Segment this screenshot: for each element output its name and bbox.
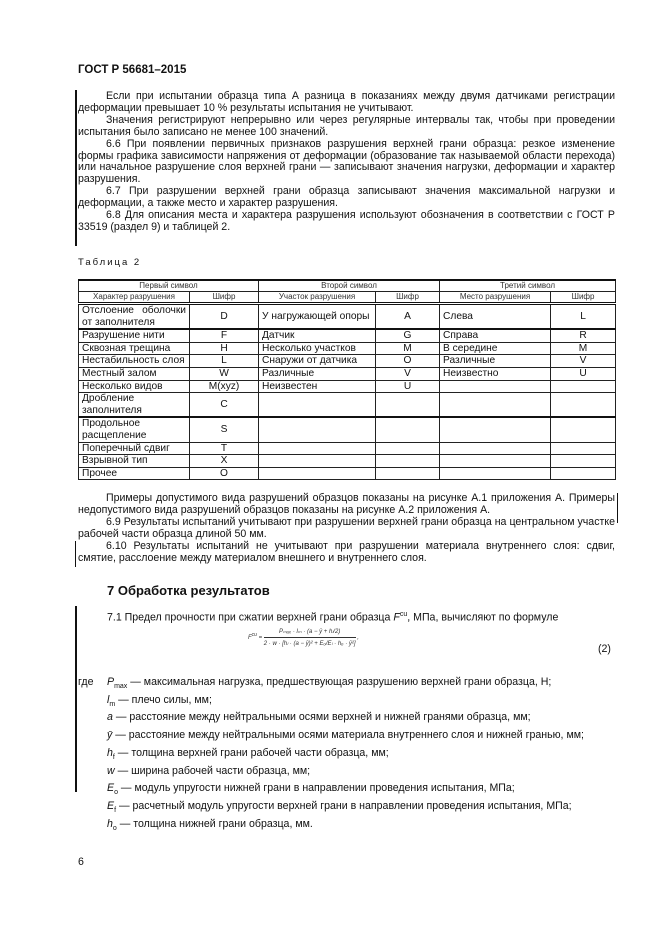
table-row: [79, 355, 616, 368]
symbol: l: [107, 693, 110, 706]
code-cell: V: [551, 355, 616, 368]
description: — расстояние между нейтральными осями материала внутреннего слоя и нижней гранью, мм;: [112, 729, 584, 742]
table-row: [79, 329, 616, 342]
code-cell: [551, 455, 616, 468]
subscript: f: [114, 807, 117, 815]
group-header: Первый символ: [79, 280, 259, 292]
description-cell: [440, 380, 551, 393]
change-bar: [75, 90, 77, 246]
description-cell: [440, 393, 551, 418]
description-cell: Слева: [440, 304, 551, 330]
code-cell: [551, 442, 616, 455]
symbol: w: [107, 764, 115, 777]
text: , МПа, вычисляют по формуле: [407, 611, 559, 624]
symbol: h: [107, 746, 113, 759]
code-cell: R: [551, 329, 616, 342]
where-label: [78, 765, 107, 783]
code-cell: M: [551, 342, 616, 355]
code-cell: M: [376, 342, 440, 355]
change-bar: [75, 606, 77, 792]
description: — толщина нижней грани образца, мм.: [116, 817, 313, 830]
description-cell: Датчик: [259, 329, 376, 342]
code-cell: A: [376, 304, 440, 330]
description-cell: [259, 455, 376, 468]
description-cell: Несколько участков: [259, 342, 376, 355]
description-cell: Различные: [440, 355, 551, 368]
description-cell: У нагружающей опоры: [259, 304, 376, 330]
table-row: [79, 467, 616, 480]
table-row: [79, 442, 616, 455]
code-cell: F: [190, 329, 259, 342]
code-cell: [376, 417, 440, 442]
description-cell: Сквозная трещина: [79, 342, 190, 355]
formula-denominator: 2 · w · [hₗ · (a − ȳ)² + Eₒ/Eₗ · hₒ · ȳ²]: [263, 641, 356, 647]
description-cell: Прочее: [79, 467, 190, 480]
where-label: [78, 711, 107, 729]
code-cell: [376, 442, 440, 455]
description-cell: [259, 393, 376, 418]
code-cell: [376, 393, 440, 418]
symbol: ȳ: [107, 729, 113, 742]
description-cell: [440, 455, 551, 468]
symbol: E: [107, 782, 115, 795]
description-cell: Взрывной тип: [79, 455, 190, 468]
description-cell: [440, 417, 551, 442]
code-cell: C: [190, 393, 259, 418]
description: — ширина рабочей части образца, мм;: [114, 764, 311, 777]
formula-numerator: Pₘₐₓ · lₘ · (a − ȳ + hₗ/2): [264, 628, 356, 638]
table-row: [79, 393, 616, 418]
code-cell: [551, 417, 616, 442]
code-cell: [376, 455, 440, 468]
table-row: [79, 380, 616, 393]
where-label: [78, 782, 107, 800]
group-header: Третий символ: [440, 280, 616, 292]
code-cell: O: [376, 355, 440, 368]
legend-item: [78, 694, 584, 712]
code-cell: O: [190, 467, 259, 480]
code-cell: S: [190, 417, 259, 442]
paragraph: Примеры допустимого вида разрушений образцов показаны на рисунке А.1 приложения А. Примеры недопустимого вида разрушений образцов показаны на рисунке А.2 приложения А.: [78, 492, 615, 516]
description-cell: Нестабильность слоя: [79, 355, 190, 368]
paragraph-7-1: [107, 611, 558, 624]
paragraph: Значения регистрируют непрерывно или через регулярные интервалы так, чтобы при проведении испытания было записано не менее 100 значений.: [78, 113, 615, 138]
table-row: [79, 304, 616, 330]
description-cell: Отслоение оболочки от заполнителя: [79, 304, 190, 330]
paragraph-6-7: 6.7 При разрушении верхней грани образца записывают значения максимальной нагрузки и деформации, а также место и характер разрушения.: [78, 185, 615, 210]
code-cell: U: [551, 367, 616, 380]
description-cell: Дробление заполнителя: [79, 393, 190, 418]
table-caption: Таблица 2: [78, 257, 142, 268]
column-header: Место разрушения: [440, 292, 551, 304]
where-label: [78, 729, 107, 747]
failure-codes-table: [78, 279, 616, 480]
code-cell: [551, 393, 616, 418]
legend-item: [78, 800, 584, 818]
paragraph-6-10: 6.10 Результаты испытаний не учитывают при разрушении материала внутреннего слоя: сдвиг, смятие, расслоение между материалом внешнего и внутреннего слоя.: [78, 539, 615, 564]
legend-item: [78, 711, 584, 729]
paragraph-6-6: 6.6 При появлении первичных признаков разрушения верхней грани образца: резкое изменение формы графика зависимости напряжения от деформации (образование так называемой области перехода) или начальное разрушение слоя верхней грани — записывают значения нагрузки, деформации и характер разрушения.: [78, 137, 615, 186]
paragraph-6-9: 6.9 Результаты испытаний учитывают при разрушении верхней грани образца на центральном участке рабочей части образца длиной 50 мм.: [78, 515, 615, 540]
description-cell: [259, 442, 376, 455]
symbol: E: [107, 799, 115, 812]
code-cell: W: [190, 367, 259, 380]
table-row: [79, 455, 616, 468]
column-header: Участок разрушения: [259, 292, 376, 304]
description-cell: Продольное расщепление: [79, 417, 190, 442]
description-cell: [259, 417, 376, 442]
legend-item: [78, 818, 584, 836]
subscript: o: [112, 824, 117, 832]
symbol: a: [107, 711, 113, 724]
description: — плечо силы, мм;: [115, 693, 212, 706]
table-row: [79, 342, 616, 355]
where-label: [78, 818, 107, 836]
subscript: f: [112, 753, 115, 761]
description-cell: [440, 467, 551, 480]
text: 7.1 Предел прочности при сжатии верхней грани образца: [107, 611, 394, 624]
legend-item: [78, 782, 584, 800]
section-title: 7 Обработка результатов: [107, 583, 270, 598]
symbol: P: [107, 676, 115, 688]
page-number: 6: [78, 856, 84, 868]
description: — максимальная нагрузка, предшествующая разрушению верхней грани образца, Н;: [127, 676, 552, 688]
where-label: [78, 747, 107, 765]
code-cell: U: [376, 380, 440, 393]
description-cell: Различные: [259, 367, 376, 380]
description: — расстояние между нейтральными осями верхней и нижней гранями образца, мм;: [112, 711, 531, 724]
table-row: [79, 417, 616, 442]
description-cell: Неизвестен: [259, 380, 376, 393]
code-cell: M(xyz): [190, 380, 259, 393]
description-cell: Справа: [440, 329, 551, 342]
variable-legend: [78, 676, 584, 835]
code-cell: [551, 380, 616, 393]
where-label: [78, 693, 110, 712]
code-cell: G: [376, 329, 440, 342]
description-cell: Неизвестно: [440, 367, 551, 380]
description: — расчетный модуль упругости верхней грани в направлении проведения испытания, МПа;: [116, 799, 572, 812]
code-cell: L: [551, 304, 616, 330]
superscript: cu: [399, 611, 408, 618]
description-cell: Несколько видов: [79, 380, 190, 393]
legend-item: [78, 765, 584, 783]
where-label: [78, 800, 107, 818]
description-cell: Поперечный сдвиг: [79, 442, 190, 455]
legend-item: [78, 676, 584, 694]
document-header: ГОСТ Р 56681–2015: [78, 64, 187, 76]
paragraphs-section-6: [78, 91, 615, 234]
formula: $F^{cu}$ = $\frac{\text{Pₘₐₓ · lₘ · (a − ȳ + hₗ/2)}}{\text{2 · w · [hₗ · (a − ȳ)² + Eₒ/Eₗ · hₒ · ȳ²]}}$ ,: [248, 629, 359, 647]
code-cell: L: [190, 355, 259, 368]
column-header: Шифр: [376, 292, 440, 304]
code-cell: T: [190, 442, 259, 455]
legend-item: [78, 747, 584, 765]
code-cell: [551, 467, 616, 480]
paragraph-6-8: 6.8 Для описания места и характера разрушения используют обозначения в соответствии с ГОСТ Р 33519 (раздел 9) и таблицей 2.: [78, 209, 615, 233]
where-label: где: [78, 676, 94, 688]
change-bar: [75, 541, 76, 567]
description-cell: В середине: [440, 342, 551, 355]
symbol: h: [107, 817, 113, 830]
code-cell: H: [190, 342, 259, 355]
column-header: Шифр: [190, 292, 259, 304]
subscript: m: [109, 700, 116, 708]
description-cell: [259, 467, 376, 480]
group-header: Второй символ: [259, 280, 440, 292]
column-header: Характер разрушения: [79, 292, 190, 304]
legend-item: [78, 729, 584, 747]
symbol: F: [393, 611, 400, 624]
paragraph: Если при испытании образца типа А разница в показаниях между двумя датчиками регистрации деформации превышает 10 % результаты испытания не учитывают.: [78, 90, 615, 114]
description-cell: [440, 442, 551, 455]
code-cell: V: [376, 367, 440, 380]
description-cell: Снаружи от датчика: [259, 355, 376, 368]
subscript: max: [114, 683, 128, 691]
equation-number: (2): [598, 643, 611, 655]
formula-lhs-sup: cu: [251, 632, 257, 639]
paragraphs-section-6-cont: [78, 493, 615, 564]
description: — модуль упругости нижней грани в направлении проведения испытания, МПа;: [117, 782, 515, 795]
code-cell: D: [190, 304, 259, 330]
code-cell: [376, 467, 440, 480]
code-cell: X: [190, 455, 259, 468]
description-cell: Местный залом: [79, 367, 190, 380]
formula-lhs: F: [248, 635, 252, 642]
description-cell: Разрушение нити: [79, 329, 190, 342]
table-row: [79, 367, 616, 380]
change-bar: [617, 493, 618, 523]
description: — толщина верхней грани рабочей части образца, мм;: [114, 746, 389, 759]
subscript: o: [114, 789, 118, 797]
column-header: Шифр: [551, 292, 616, 304]
